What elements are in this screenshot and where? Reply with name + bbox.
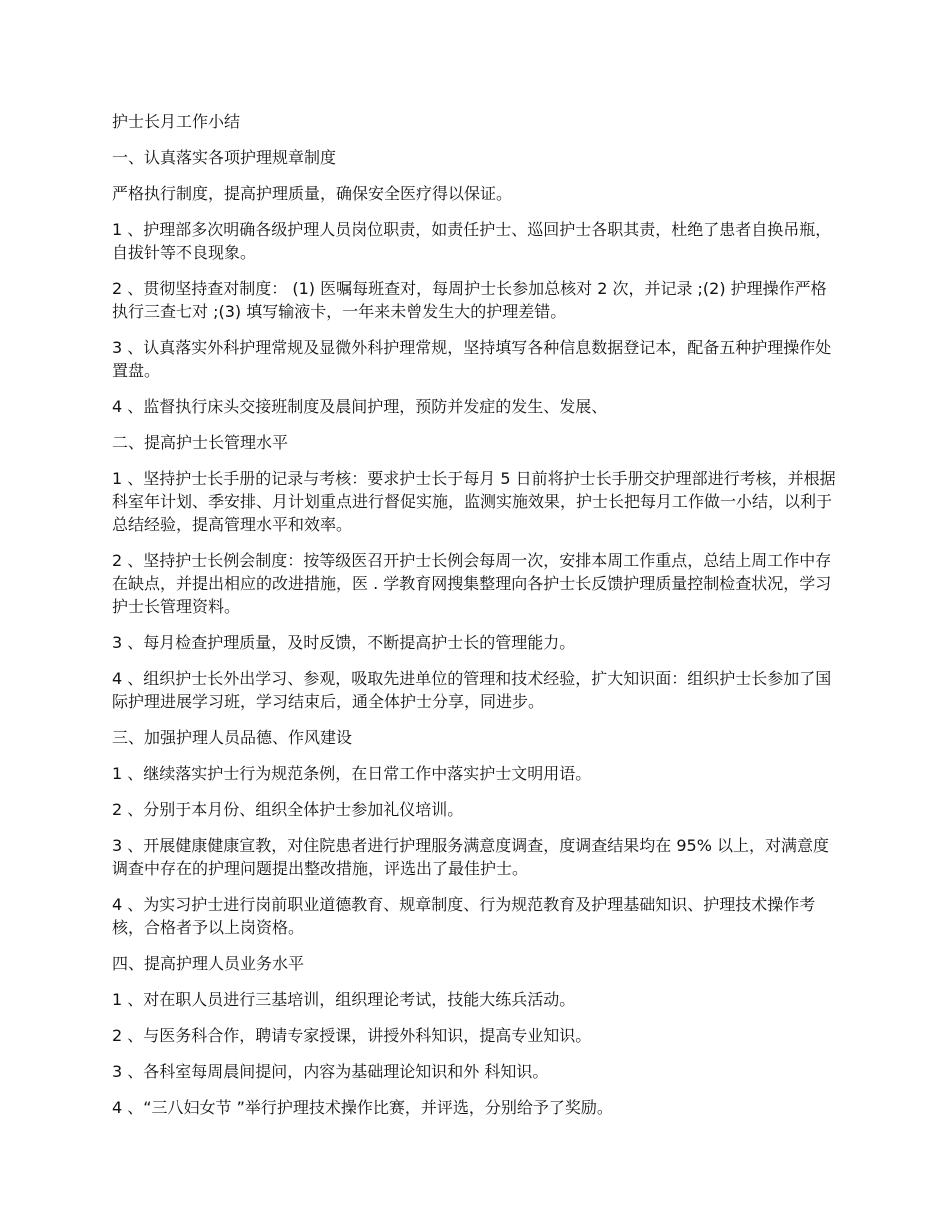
paragraph: 1 、坚持护士长手册的记录与考核：要求护士长于每月 5 日前将护士长手册交护理部进行考核，并根据科室年计划、季安排、月计划重点进行督促实施，监测实施效果，护士长把每月工作做一小结，以利于总结经验，提高管理水平和效率。: [112, 469, 836, 534]
paragraph: 1 、继续落实护士行为规范条例，在日常工作中落实护士文明用语。: [112, 764, 592, 783]
paragraph: 4 、为实习护士进行岗前职业道德教育、规章制度、行为规范教育及护理基础知识、护理技术操作考核，合格者予以上岗资格。: [112, 895, 816, 937]
paragraph: 4 、“三八妇女节 ”举行护理技术操作比赛，并评选，分别给予了奖励。: [112, 1098, 613, 1117]
section-heading-2: 二、提高护士长管理水平: [112, 433, 289, 452]
document-title: 护士长月工作小结: [112, 112, 241, 131]
paragraph: 1 、护理部多次明确各级护理人员岗位职责，如责任护士、巡回护士各职其责，杜绝了患者自换吊瓶，自拔针等不良现象。: [112, 220, 832, 262]
section-heading-3: 三、加强护理人员品德、作风建设: [112, 728, 353, 747]
paragraph: 2 、与医务科合作，聘请专家授课，讲授外科知识，提高专业知识。: [112, 1026, 592, 1045]
paragraph: 2 、贯彻坚持查对制度： (1) 医嘱每班查对，每周护士长参加总核对 2 次，并记录 ;(2) 护理操作严格执行三查七对 ;(3) 填写输液卡，一年来未曾发生大的护理差错。: [112, 279, 827, 321]
paragraph: 3 、各科室每周晨间提问，内容为基础理论知识和外 科知识。: [112, 1062, 549, 1081]
paragraph: 3 、认真落实外科护理常规及显微外科护理常规，坚持填写各种信息数据登记本，配备五种护理操作处置盘。: [112, 338, 832, 380]
paragraph: 严格执行制度，提高护理质量，确保安全医疗得以保证。: [112, 184, 513, 203]
section-heading-4: 四、提高护理人员业务水平: [112, 954, 305, 973]
paragraph: 2 、坚持护士长例会制度：按等级医召开护士长例会每周一次，安排本周工作重点，总结上周工作中存在缺点，并提出相应的改进措施，医 . 学教育网搜集整理向各护士长反馈护理质量控制检查状况，学习护士长管理资料。: [112, 551, 832, 616]
section-heading-1: 一、认真落实各项护理规章制度: [112, 148, 337, 167]
paragraph: 3 、开展健康健康宣教，对住院患者进行护理服务满意度调查，度调查结果均在 95% 以上，对满意度调查中存在的护理问题提出整改措施，评选出了最佳护士。: [112, 836, 830, 878]
paragraph: 3 、每月检查护理质量，及时反馈，不断提高护士长的管理能力。: [112, 633, 576, 652]
paragraph: 4 、监督执行床头交接班制度及晨间护理，预防并发症的发生、发展、: [112, 397, 608, 416]
document-body: [112, 110, 840, 1132]
paragraph: 1 、对在职人员进行三基培训，组织理论考试，技能大练兵活动。: [112, 990, 576, 1009]
paragraph: 2 、分别于本月份、组织全体护士参加礼仪培训。: [112, 800, 464, 819]
paragraph: 4 、组织护士长外出学习、参观，吸取先进单位的管理和技术经验，扩大知识面：组织护士长参加了国际护理进展学习班，学习结束后，通全体护士分享，同进步。: [112, 669, 832, 711]
